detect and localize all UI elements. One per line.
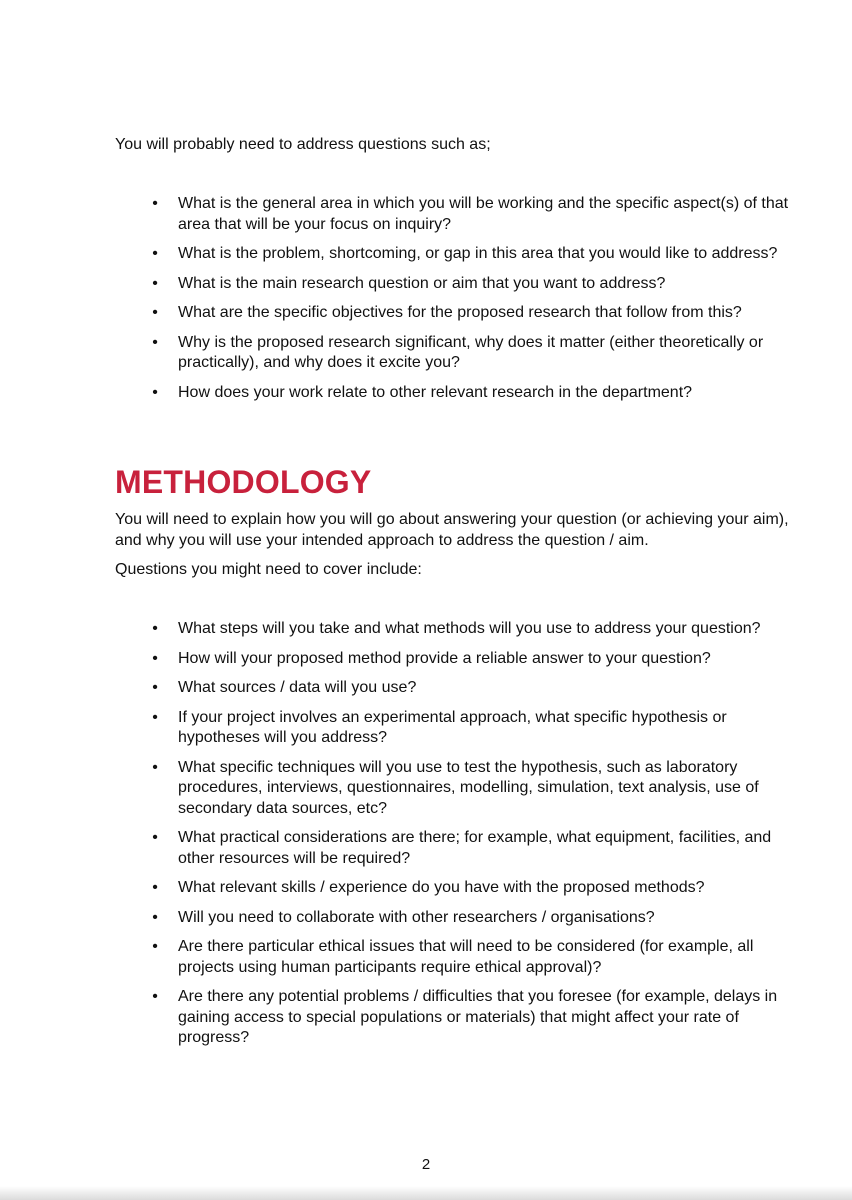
- page-edge-shadow: [0, 1186, 852, 1200]
- methodology-heading: METHODOLOGY: [115, 464, 372, 500]
- bullet-icon: •: [152, 245, 158, 262]
- methodology-list: [0, 619, 798, 1058]
- list-item: • What relevant skills / experience do you have with the proposed methods?: [0, 878, 798, 899]
- list-item: • What sources / data will you use?: [0, 678, 798, 699]
- page-number: 2: [421, 1156, 431, 1173]
- list-item: • What is the main research question or aim that you want to address?: [0, 274, 798, 295]
- list-item: • Are there any potential problems / difficulties that you foresee (for example, delays in gaining access to special populations or materials) that might affect your rate of progress?: [0, 987, 798, 1049]
- bullet-icon: •: [152, 333, 158, 351]
- list-item: • Are there particular ethical issues that will need to be considered (for example, all projects using human participants require ethical approval)?: [0, 937, 798, 978]
- bullet-icon: •: [152, 988, 158, 1005]
- bullet-icon: •: [152, 304, 158, 321]
- bullet-icon: •: [152, 938, 158, 955]
- list-item: • If your project involves an experimental approach, what specific hypothesis or hypotheses will you address?: [0, 708, 798, 749]
- methodology-intro: [115, 510, 815, 581]
- list-item: • How will your proposed method provide a reliable answer to your question?: [0, 649, 798, 670]
- bullet-icon: •: [152, 620, 158, 637]
- list-item: • What steps will you take and what methods will you use to address your question?: [0, 619, 798, 640]
- list-item: • What practical considerations are there; for example, what equipment, facilities, and other resources will be required?: [0, 828, 798, 869]
- bullet-icon: •: [152, 383, 158, 401]
- bullet-icon: •: [152, 274, 158, 292]
- bullet-icon: •: [152, 708, 158, 726]
- list-item: • What is the general area in which you will be working and the specific aspect(s) of that area that will be your focus on inquiry?: [0, 194, 798, 235]
- bullet-icon: •: [152, 649, 158, 667]
- bullet-icon: •: [152, 195, 158, 212]
- methodology-paragraph: You will need to explain how you will go about answering your question (or achieving your aim), and why you will use your intended approach to address the question / aim.: [115, 511, 789, 549]
- bullet-icon: •: [152, 908, 158, 926]
- bullet-icon: •: [152, 758, 158, 776]
- questions-list: [0, 194, 798, 412]
- bullet-icon: •: [152, 679, 158, 696]
- bullet-icon: •: [152, 879, 158, 896]
- list-item: • Will you need to collaborate with other researchers / organisations?: [0, 908, 798, 929]
- list-item: • How does your work relate to other relevant research in the department?: [0, 383, 798, 404]
- methodology-lead-in: Questions you might need to cover include:: [115, 561, 422, 578]
- list-item: • What are the specific objectives for the proposed research that follow from this?: [0, 303, 798, 324]
- bullet-icon: •: [152, 829, 158, 846]
- list-item: • Why is the proposed research significant, why does it matter (either theoretically or practically), and why does it excite you?: [0, 333, 798, 374]
- intro-text: You will probably need to address questions such as;: [115, 136, 491, 153]
- list-item: • What specific techniques will you use to test the hypothesis, such as laboratory procedures, interviews, questionnaires, modelling, simulation, text analysis, use of secondary data sources, etc?: [0, 758, 798, 820]
- list-item: • What is the problem, shortcoming, or gap in this area that you would like to address?: [0, 244, 798, 265]
